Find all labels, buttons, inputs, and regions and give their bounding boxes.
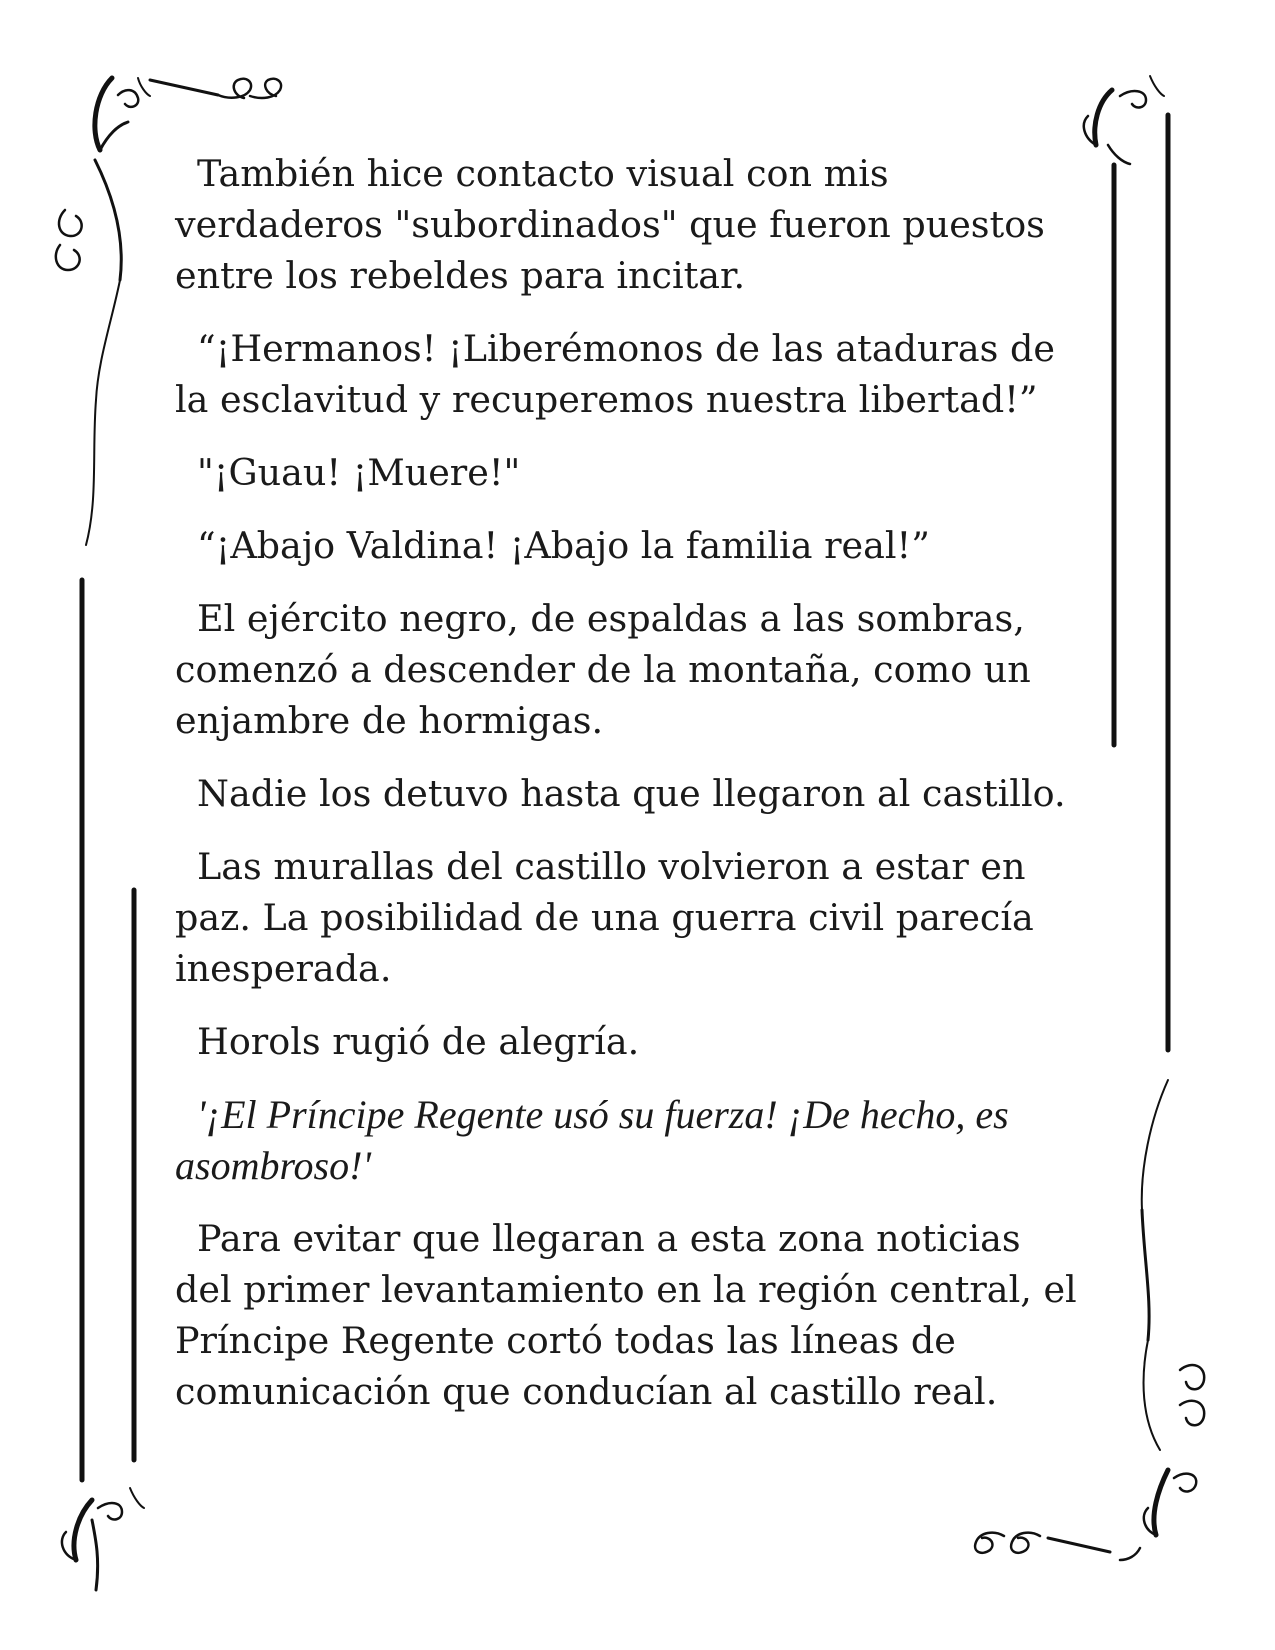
paragraph-3: "¡Guau! ¡Muere!" bbox=[197, 451, 521, 494]
paragraph-4: “¡Abajo Valdina! ¡Abajo la familia real!” bbox=[197, 524, 930, 567]
page-body bbox=[175, 148, 1080, 1439]
paragraph-1: También hice contacto visual con mis verdaderos "subordinados" que fueron puestos entre los rebeldes para incitar. bbox=[175, 152, 1045, 297]
paragraph-8: Horols rugió de alegría. bbox=[197, 1020, 640, 1063]
bottom-left-flourish bbox=[62, 1488, 144, 1590]
top-right-flourish bbox=[1084, 76, 1164, 164]
paragraph-6: Nadie los detuvo hasta que llegaron al castillo. bbox=[197, 772, 1066, 815]
paragraph-10: Para evitar que llegaran a esta zona noticias del primer levantamiento en la región central, el Príncipe Regente cortó todas las líneas de comunicación que conducían al castillo real. bbox=[175, 1217, 1077, 1413]
paragraph-2: “¡Hermanos! ¡Liberémonos de las ataduras de la esclavitud y recuperemos nuestra libertad!” bbox=[175, 327, 1055, 421]
paragraph-5: El ejército negro, de espaldas a las sombras, comenzó a descender de la montaña, como un enjambre de hormigas. bbox=[175, 597, 1031, 742]
paragraph-7: Las murallas del castillo volvieron a estar en paz. La posibilidad de una guerra civil parecía inesperada. bbox=[175, 845, 1034, 990]
paragraph-9-thought: '¡El Príncipe Regente usó su fuerza! ¡De hecho, es asombroso!' bbox=[175, 1092, 1009, 1188]
